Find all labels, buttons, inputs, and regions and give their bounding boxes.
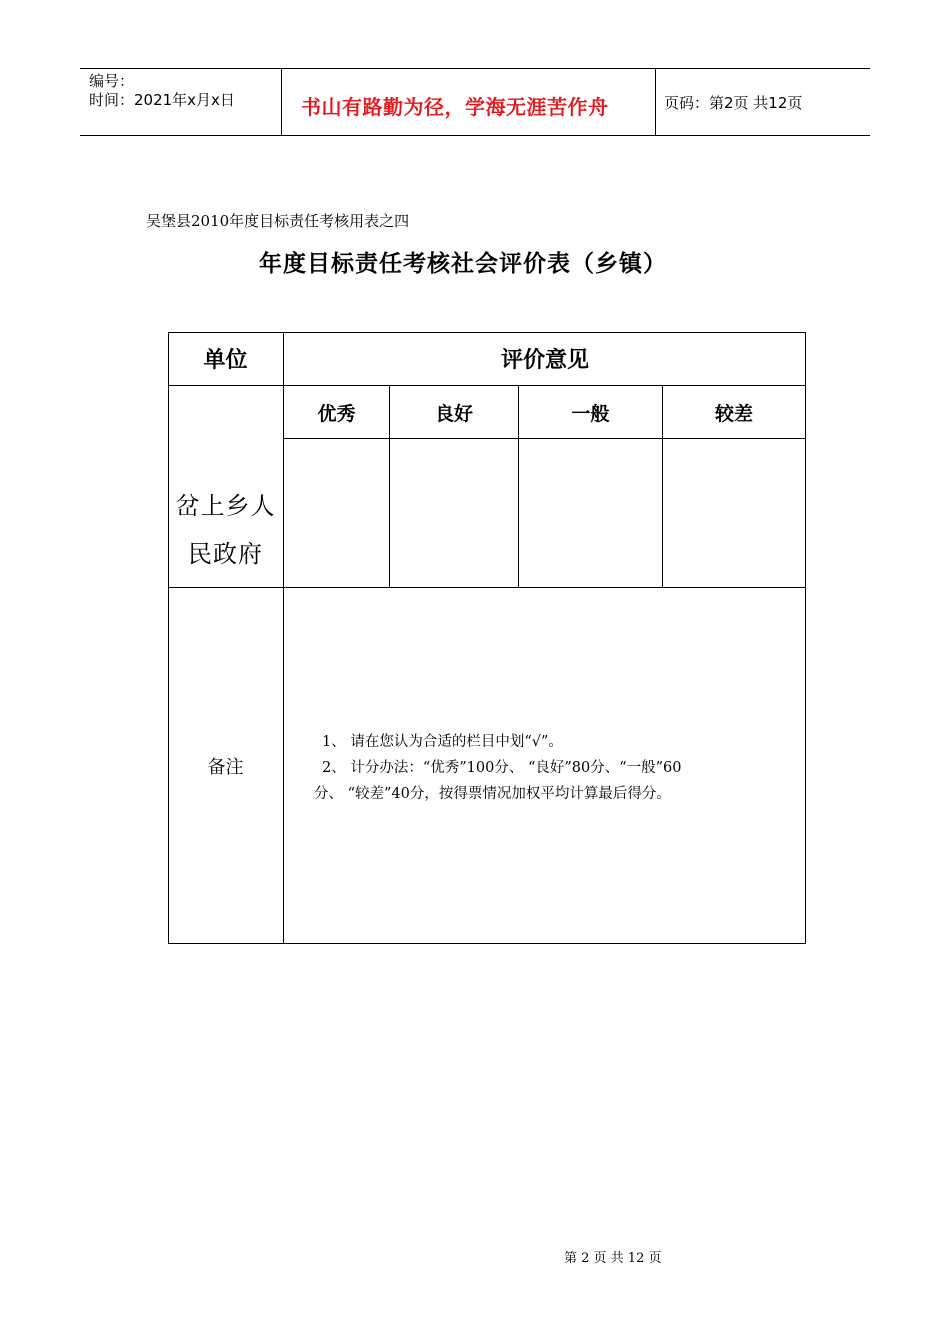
option-excellent: 优秀	[317, 402, 356, 425]
mark-cell-poor[interactable]	[663, 439, 805, 587]
header-page-code: 页码：第2页 共12页	[664, 94, 803, 112]
opinion-column-header: 评价意见	[500, 348, 589, 373]
option-poor: 较差	[714, 402, 753, 425]
note-2-line-1: 2、 计分办法：“优秀”100分、 “良好”80分、“一般”60	[322, 760, 682, 776]
header-top-rule	[80, 68, 870, 69]
note-2-line-2: 分、 “较差”40分，按得票情况加权平均计算最后得分。	[314, 786, 671, 802]
document-date: 时间：2021年x月x日	[89, 91, 235, 109]
header-divider-left	[281, 69, 282, 136]
option-good: 良好	[434, 402, 473, 425]
remarks-label: 备注	[207, 757, 244, 778]
header-divider-right	[655, 69, 656, 136]
unit-column-header: 单位	[203, 348, 248, 373]
note-1: 1、 请在您认为合适的栏目中划“√”。	[322, 734, 563, 750]
unit-name-line-1: 岔上乡人	[175, 492, 276, 520]
page-title: 年度目标责任考核社会评价表（乡镇）	[259, 251, 667, 277]
page-footer: 第 2 页 共 12 页	[564, 1251, 662, 1266]
mark-cell-good[interactable]	[390, 439, 518, 587]
option-average: 一般	[571, 402, 610, 425]
document-number-label: 编号：	[89, 72, 135, 90]
evaluation-table	[168, 332, 806, 944]
table-border-right	[805, 332, 806, 944]
form-subtitle: 吴堡县2010年度目标责任考核用表之四	[146, 212, 410, 230]
unit-name-line-2: 民政府	[188, 540, 263, 568]
remarks-notes	[314, 728, 809, 808]
header-motto: 书山有路勤为径，学海无涯苦作舟	[301, 95, 609, 119]
header-bottom-rule	[80, 135, 870, 136]
mark-cell-average[interactable]	[519, 439, 662, 587]
mark-cell-excellent[interactable]	[284, 439, 389, 587]
